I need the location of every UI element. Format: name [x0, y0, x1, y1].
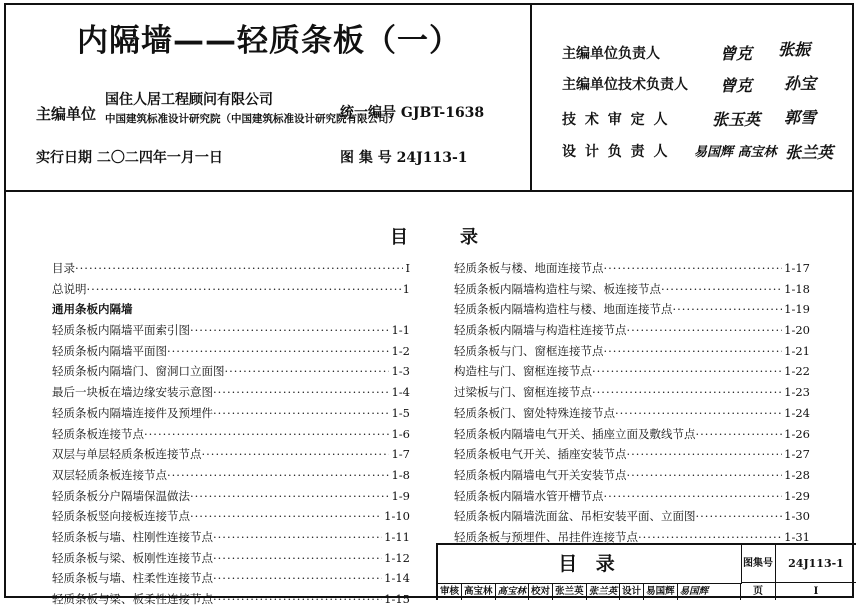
toc-entry-page: 1-29 [784, 488, 810, 503]
toc-leader-dots [225, 361, 390, 382]
toc-entry-page: 1-20 [784, 323, 810, 338]
toc-entry-title: 轻质条板连接节点 [52, 426, 144, 441]
toc-entry-title: 轻质条板门、窗处特殊连接节点 [454, 405, 615, 420]
resp-role-3: 设 计 负 责 人 [562, 144, 670, 160]
toc-entry-page: 1-22 [784, 364, 810, 379]
signature-3a: 易国辉 高宝林 [694, 145, 777, 160]
toc-leader-dots [696, 506, 783, 527]
toc-entry-page: 1-21 [784, 343, 810, 358]
signature-2b: 郭雪 [784, 108, 817, 127]
toc-leader-dots [627, 444, 783, 465]
toc-entry-title: 轻质条板内隔墙连接件及预埋件 [52, 405, 213, 420]
toc-entry-page: 1-14 [384, 571, 410, 586]
toc-entry-page: 1-5 [391, 405, 410, 420]
toc-entry-title: 轻质条板内隔墙水管开槽节点 [454, 488, 604, 503]
toc-entry [52, 299, 410, 320]
toc-entry [454, 279, 810, 300]
toc-leader-dots [213, 382, 389, 403]
toc-entry [454, 341, 810, 362]
toc-entry [52, 403, 410, 424]
toc-entry-title: 轻质条板内隔墙电气开关、插座立面及敷线节点 [454, 426, 696, 441]
signature-0b: 张振 [778, 40, 811, 59]
toc-entry [52, 506, 410, 527]
toc-entry-page: 1-26 [784, 426, 810, 441]
toc-leader-dots [190, 486, 389, 507]
toc-leader-dots [661, 279, 782, 300]
toc-entry-title: 轻质条板竖向接板连接节点 [52, 509, 190, 524]
sign-row [438, 583, 741, 600]
toc-entry-page: 1-9 [391, 488, 410, 503]
toc-entry-title: 轻质条板与门、窗框连接节点 [454, 343, 604, 358]
toc-entry [454, 382, 810, 403]
toc-leader-dots [592, 382, 782, 403]
toc-entry-page: 1-30 [784, 509, 810, 524]
toc-entry [52, 279, 410, 300]
toc-entry [52, 486, 410, 507]
editor-org-1: 国住人居工程顾问有限公司 [105, 92, 273, 108]
toc-entry-title: 轻质条板电气开关、插座安装节点 [454, 447, 627, 462]
check-label: 校对 [529, 583, 553, 600]
toc-entry [52, 548, 410, 569]
toc-left-column [52, 258, 410, 610]
header-right [532, 5, 852, 192]
toc-entry-page: 1-10 [384, 509, 410, 524]
checker-signature: 张兰英 [587, 583, 621, 600]
toc-entry-page: 1-19 [784, 302, 810, 317]
reviewer-name: 高宝林 [462, 583, 496, 600]
atlas-no-value: 24J113-1 [776, 545, 856, 583]
signature-2a: 张玉英 [712, 110, 761, 129]
toc-entry [52, 320, 410, 341]
title-block-name: 目 录 [438, 545, 742, 584]
toc-entry-page: I [405, 261, 410, 275]
toc-entry [454, 299, 810, 320]
toc-entry-title: 双层轻质条板连接节点 [52, 467, 167, 482]
toc-entry-title: 轻质条板内隔墙平面图 [52, 343, 167, 358]
toc-entry-title: 轻质条板内隔墙平面索引图 [52, 323, 190, 338]
toc-heading-left: 目 [390, 227, 408, 248]
toc-leader-dots [213, 527, 382, 548]
toc-entry-page: 1-24 [784, 405, 810, 420]
toc-entry-page: 1-15 [384, 592, 410, 606]
toc-entry-title: 轻质条板内隔墙洗面盆、吊柜安装平面、立面图 [454, 509, 696, 524]
toc-leader-dots [213, 568, 382, 589]
toc-entry [454, 424, 810, 445]
serial-number: 统一编号 GJBT-1638 [340, 105, 485, 121]
atlas-no-label: 图集号 [741, 545, 776, 583]
toc-entry-page: 1-17 [784, 261, 810, 275]
toc-entry [454, 320, 810, 341]
resp-role-1: 主编单位技术负责人 [562, 77, 688, 93]
toc-entry-title: 轻质条板与梁、板柔性连接节点 [52, 592, 213, 606]
toc-entry-page: 1-7 [391, 447, 410, 462]
toc-entry-page: 1-1 [391, 323, 410, 338]
toc-entry-title: 轻质条板内隔墙与构造柱连接节点 [454, 323, 627, 338]
toc-entry-page: 1-27 [784, 447, 810, 462]
toc-entry [52, 361, 410, 382]
toc-leader-dots [592, 361, 782, 382]
toc-entry-page: 1-28 [784, 467, 810, 482]
toc-entry [52, 382, 410, 403]
toc-entry [52, 465, 410, 486]
designer-signature: 易国辉 [679, 586, 709, 597]
toc-entry-title: 轻质条板分户隔墙保温做法 [52, 488, 190, 503]
reviewer-signature: 高宝林 [496, 583, 530, 600]
toc-entry [454, 403, 810, 424]
toc-entry [454, 361, 810, 382]
toc-entry-title: 轻质条板内隔墙门、窗洞口立面图 [52, 364, 225, 379]
toc-leader-dots [627, 465, 783, 486]
resp-role-2: 技 术 审 定 人 [562, 112, 670, 128]
toc-entry [52, 568, 410, 589]
toc-entry-page: 1-4 [391, 385, 410, 400]
toc-entry [454, 506, 810, 527]
signature-0a: 曾克 [720, 44, 753, 63]
toc-leader-dots [167, 341, 389, 362]
toc-right-column [454, 258, 810, 548]
toc-entry [52, 258, 410, 279]
effective-date: 实行日期 二〇二四年一月一日 [36, 150, 223, 166]
toc-entry-page: 1-3 [391, 364, 410, 379]
toc-entry-title: 最后一块板在墙边缘安装示意图 [52, 385, 213, 400]
checker-name: 张兰英 [553, 583, 587, 600]
toc-leader-dots [144, 424, 389, 445]
resp-role-0: 主编单位负责人 [562, 46, 660, 62]
toc-entry-title: 总说明 [52, 281, 87, 296]
header-left [6, 5, 532, 192]
toc-entry [52, 424, 410, 445]
toc-entry [454, 465, 810, 486]
toc-entry-page: 1-2 [391, 343, 410, 358]
toc-entry-title: 构造柱与门、窗框连接节点 [454, 364, 592, 379]
toc-entry-title: 过梁板与门、窗框连接节点 [454, 385, 592, 400]
toc-leader-dots [673, 299, 783, 320]
toc-entry-title: 轻质条板与楼、地面连接节点 [454, 261, 604, 275]
atlas-title: 内隔墙——轻质条板（一） [77, 23, 461, 59]
toc-entry [454, 486, 810, 507]
toc-leader-dots [213, 589, 382, 610]
toc-entry-page: 1-12 [384, 550, 410, 565]
toc-leader-dots [190, 506, 382, 527]
toc-leader-dots [75, 258, 403, 279]
signature-1b: 孙宝 [784, 74, 817, 93]
atlas-number: 图 集 号 24J113-1 [340, 150, 468, 166]
toc-entry-page: 1-8 [391, 467, 410, 482]
drawing-frame [4, 3, 854, 606]
signature-3b: 张兰英 [785, 143, 834, 162]
toc-leader-dots [202, 444, 390, 465]
page-label: 页 [741, 583, 776, 600]
toc-entry-title: 轻质条板内隔墙构造柱与楼、地面连接节点 [454, 302, 673, 317]
toc-heading-right: 录 [460, 227, 478, 248]
toc-entry-title: 双层与单层轻质条板连接节点 [52, 447, 202, 462]
toc-leader-dots [627, 320, 783, 341]
toc-entry-page: 1-23 [784, 385, 810, 400]
toc-entry-title: 轻质条板内隔墙构造柱与梁、板连接节点 [454, 281, 661, 296]
toc-entry [52, 341, 410, 362]
editor-label: 主编单位 [36, 105, 97, 123]
title-block [436, 543, 856, 600]
toc-entry-title: 轻质条板与墙、柱刚性连接节点 [52, 529, 213, 544]
toc-leader-dots [213, 403, 389, 424]
toc-entry-title: 轻质条板与墙、柱柔性连接节点 [52, 571, 213, 586]
toc-leader-dots [604, 258, 783, 279]
toc-leader-dots [696, 424, 783, 445]
toc-leader-dots [213, 548, 382, 569]
toc-entry-page: 1-31 [784, 529, 810, 544]
toc-entry [52, 527, 410, 548]
toc-leader-dots [604, 486, 783, 507]
page-number: I [813, 586, 819, 597]
toc-leader-dots [87, 279, 401, 300]
toc-entry [52, 444, 410, 465]
signature-1a: 曾克 [720, 76, 753, 95]
design-label: 设计 [620, 583, 644, 600]
toc-entry-title: 目录 [52, 261, 75, 275]
toc-entry-title: 通用条板内隔墙 [52, 302, 133, 317]
designer-name: 易国辉 [644, 583, 678, 600]
review-label: 审核 [438, 583, 462, 600]
toc-entry-title: 轻质条板内隔墙电气开关安装节点 [454, 467, 627, 482]
toc-entry-title: 轻质条板与预埋件、吊挂件连接节点 [454, 529, 638, 544]
toc-leader-dots [615, 403, 782, 424]
toc-leader-dots [167, 465, 389, 486]
toc-entry [454, 444, 810, 465]
toc-leader-dots [604, 341, 783, 362]
toc-entry [52, 589, 410, 610]
toc-entry [454, 258, 810, 279]
toc-leader-dots [190, 320, 389, 341]
toc-entry-title: 轻质条板与梁、板刚性连接节点 [52, 550, 213, 565]
toc-entry-page: 1 [402, 281, 410, 296]
editor-org-2: 中国建筑标准设计研究院（中国建筑标准设计研究院有限公司） [105, 113, 399, 125]
toc-entry-page: 1-18 [784, 281, 810, 296]
toc-entry-page: 1-6 [391, 426, 410, 441]
toc-entry-page: 1-11 [384, 529, 410, 544]
